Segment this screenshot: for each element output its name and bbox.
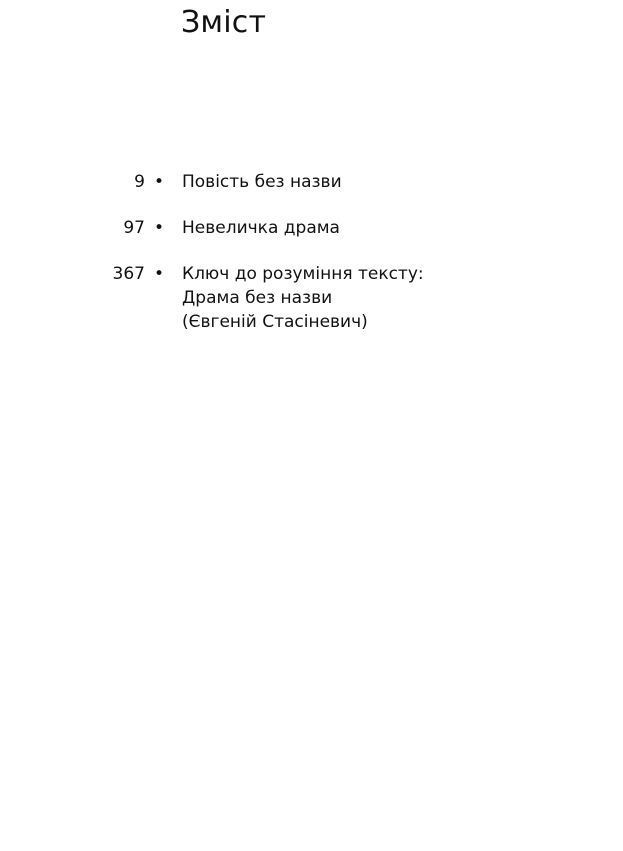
bullet-icon: • — [154, 172, 165, 192]
toc-entry-title-line: (Євгеній Стасіневич) — [182, 312, 368, 332]
toc-entry[interactable] — [0, 216, 623, 240]
toc-page-number: 97 — [123, 218, 145, 238]
toc-page-number: 367 — [112, 264, 145, 284]
toc-entry-title-line: Драма без назви — [182, 288, 333, 308]
toc-entry-title-line: Повість без назви — [182, 172, 342, 192]
toc-entry[interactable] — [0, 262, 623, 334]
toc-entry-title — [182, 216, 340, 240]
toc-entry-title — [182, 170, 342, 194]
toc-entry[interactable] — [0, 170, 623, 194]
toc-page-number: 9 — [134, 172, 145, 192]
page-title: Зміст — [181, 5, 267, 40]
table-of-contents — [0, 170, 623, 356]
bullet-icon: • — [154, 218, 165, 238]
toc-entry-title-line: Ключ до розуміння тексту: — [182, 264, 424, 284]
toc-entry-title — [182, 262, 424, 334]
toc-entry-title-line: Невеличка драма — [182, 218, 340, 238]
bullet-icon: • — [154, 264, 165, 284]
